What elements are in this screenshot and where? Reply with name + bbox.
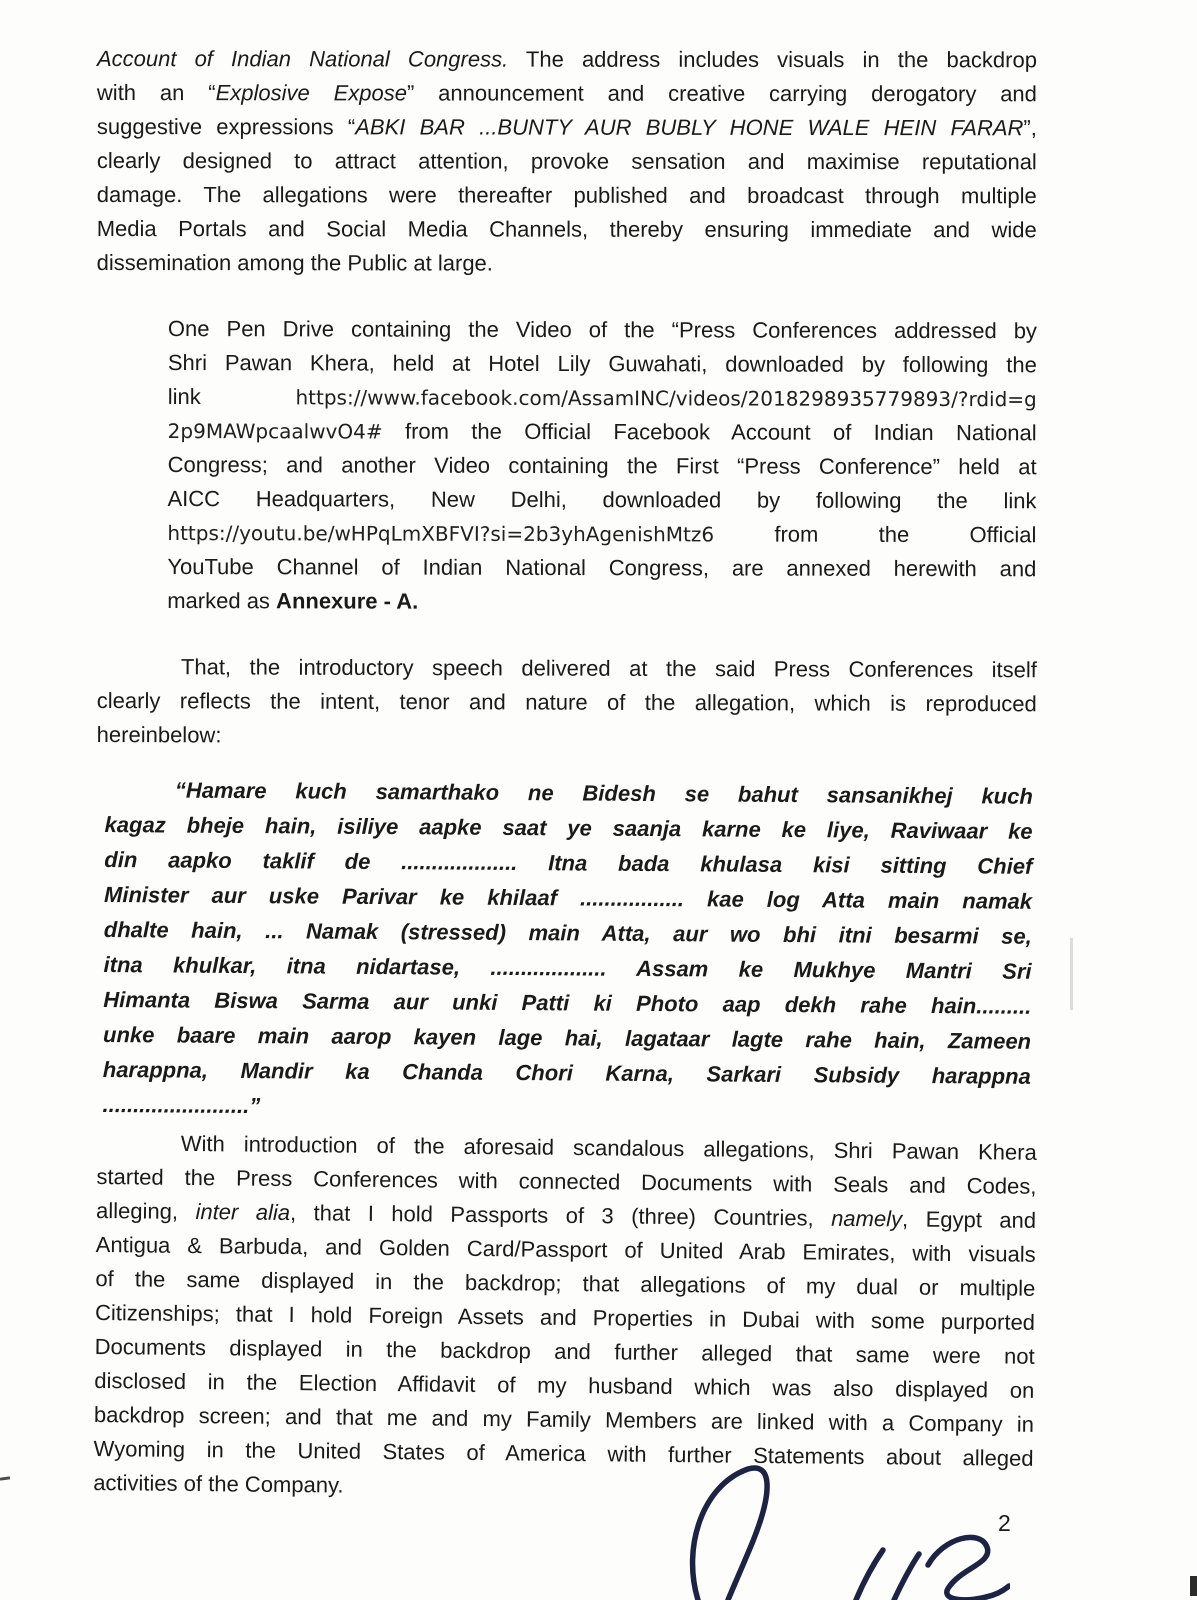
- text-segment: https://youtu.be/wHPqLmXBFVI?si=2b3yhAgenishMtz6: [167, 520, 715, 547]
- text-segment: inter alia: [195, 1199, 291, 1226]
- text-segment: kagaz bheje hain, isiliye aapke saat ye saanja karne ke liye, Raviwaar ke: [104, 811, 1033, 844]
- text-line: [168, 448, 1037, 484]
- text-segment: dissemination among the Public at large.: [96, 249, 493, 276]
- text-segment: ABKI BAR ...BUNTY AUR BUBLY HONE WALE HEIN FARAR: [355, 114, 1024, 141]
- signature-loop: [693, 1468, 768, 1600]
- text-segment: ........................”: [102, 1091, 261, 1119]
- text-segment: Explosive Expose: [215, 80, 408, 106]
- text-line: [97, 144, 1037, 179]
- text-line: [102, 1087, 1030, 1129]
- text-segment: from the Official Facebook Account of Indian National: [382, 418, 1037, 446]
- paragraph-quoted-speech: [102, 772, 1033, 1129]
- text-line: [97, 42, 1037, 77]
- text-segment: dhalte hain, ... Namak (stressed) main Atta, aur wo bhi itni besarmi se,: [103, 916, 1032, 949]
- text-line: [167, 482, 1036, 518]
- text-segment: activities of the Company.: [93, 1469, 344, 1498]
- text-segment: of the same displayed in the backdrop; that allegations of my dual or multiple: [95, 1265, 1036, 1301]
- text-segment: Documents displayed in the backdrop and further alleged that same were not: [94, 1333, 1035, 1369]
- text-segment: That, the introductory speech delivered at the said Press Conferences itself: [180, 654, 1037, 683]
- text-segment: https://www.facebook.com/AssamINC/videos/2018298935779893/?rdid=g: [295, 385, 1037, 412]
- text-line: [167, 584, 1036, 620]
- paragraph-continuation: [97, 42, 1037, 281]
- text-segment: hereinbelow:: [96, 721, 222, 748]
- text-segment: clearly reflects the intent, tenor and nature of the allegation, which is reproduced: [96, 687, 1037, 717]
- text-segment: harappna, Mandir ka Chanda Chori Karna, Sarkari Subsidy harappna: [102, 1056, 1031, 1089]
- paragraph-pen-drive: [167, 312, 1037, 620]
- text-segment: Annexure - A.: [276, 588, 419, 614]
- text-line: [97, 718, 1037, 755]
- text-line: [97, 650, 1037, 687]
- text-segment: Shri Pawan Khera, held at Hotel Lily Guwahati, downloaded by following the: [167, 349, 1037, 378]
- text-line: [167, 516, 1036, 552]
- signature: [470, 1453, 1010, 1600]
- text-segment: with an “: [96, 79, 216, 106]
- text-segment: damage. The allegations were thereafter published and broadcast through multiple: [96, 181, 1037, 209]
- page-number: 2: [998, 1510, 1011, 1536]
- text-segment: 2p9MAWpcaalwvO4#: [167, 418, 383, 444]
- text-line: [97, 178, 1037, 213]
- text-line: [167, 550, 1036, 586]
- text-segment: clearly designed to attract attention, provoke sensation and maximise reputational: [96, 147, 1037, 175]
- text-segment: namely: [831, 1205, 903, 1232]
- text-segment: disclosed in the Election Affidavit of my husband which was also displayed on: [94, 1367, 1035, 1403]
- text-segment: Citizenships; that I hold Foreign Assets and Properties in Dubai with some purported: [94, 1299, 1036, 1335]
- text-line: [97, 684, 1037, 721]
- scan-edge-mark-right: [1190, 1576, 1197, 1596]
- text-segment: ” announcement and creative carrying derogatory and: [406, 80, 1037, 107]
- paragraph-introductory-speech: [97, 650, 1037, 755]
- text-segment: suggestive expressions “: [96, 113, 356, 140]
- signature-tail: [986, 1586, 1009, 1597]
- text-line: [97, 212, 1037, 247]
- text-segment: backdrop screen; and that me and my Family Members are linked with a Company in: [93, 1401, 1035, 1437]
- text-segment: One Pen Drive containing the Video of the “Press Conferences addressed by: [167, 316, 1037, 344]
- text-line: [168, 312, 1037, 348]
- text-segment: Himanta Biswa Sarma aur unki Patti ki Photo aap dekh rahe hain.........: [103, 986, 1032, 1019]
- text-segment: unke baare main aarop kayen lage hai, lagataar lagte rahe hain, Zameen: [102, 1021, 1032, 1054]
- text-segment: YouTube Channel of Indian National Congress, are annexed herewith and: [167, 553, 1037, 582]
- text-segment: din aapko taklif de ................... Itna bada khulasa kisi sitting Chief: [104, 846, 1033, 879]
- text-segment: , that I hold Passports of 3 (three) Countries,: [289, 1200, 832, 1231]
- text-line: [97, 110, 1037, 145]
- text-segment: link: [167, 383, 296, 410]
- signature-slash-1: [856, 1550, 883, 1600]
- scan-edge-mark-left: [0, 1476, 10, 1480]
- text-segment: marked as: [167, 587, 277, 614]
- text-segment: The address includes visuals in the backdrop: [508, 46, 1037, 73]
- text-segment: Congress; and another Video containing the First “Press Conference” held at: [167, 451, 1037, 480]
- signature-slash-2: [894, 1554, 919, 1600]
- text-segment: ”,: [1023, 115, 1037, 141]
- text-segment: Wyoming in the United States of America with further Statements about alleged: [93, 1435, 1034, 1471]
- text-segment: alleging,: [95, 1197, 196, 1225]
- text-segment: started the Press Conferences with connected Documents with Seals and Codes,: [96, 1163, 1037, 1199]
- text-segment: Account of Indian National Congress.: [96, 45, 509, 72]
- text-line: [97, 246, 1037, 281]
- scan-streak: [1070, 938, 1073, 1010]
- text-segment: from the Official: [714, 521, 1037, 548]
- text-line: [168, 346, 1037, 382]
- text-segment: Media Portals and Social Media Channels, thereby ensuring immediate and wide: [96, 215, 1037, 243]
- text-segment: Antigua & Barbuda, and Golden Card/Passport of United Arab Emirates, with visuals: [95, 1231, 1036, 1267]
- text-segment: With introduction of the aforesaid scandalous allegations, Shri Pawan Khera: [180, 1130, 1037, 1165]
- text-segment: , Egypt and: [901, 1206, 1037, 1233]
- text-line: [97, 76, 1037, 111]
- signature-curl: [928, 1537, 988, 1599]
- text-segment: AICC Headquarters, New Delhi, downloaded by following the link: [167, 485, 1037, 514]
- text-segment: itna khulkar, itna nidartase, ................... Assam ke Mukhye Mantri Sri: [103, 951, 1032, 984]
- text-line: [168, 414, 1037, 450]
- text-segment: “Hamare kuch samarthako ne Bidesh se bahut sansanikhej kuch: [174, 777, 1033, 809]
- text-segment: Minister aur uske Parivar ke khilaaf ................. kae log Atta main namak: [104, 881, 1033, 914]
- text-line: [168, 380, 1037, 416]
